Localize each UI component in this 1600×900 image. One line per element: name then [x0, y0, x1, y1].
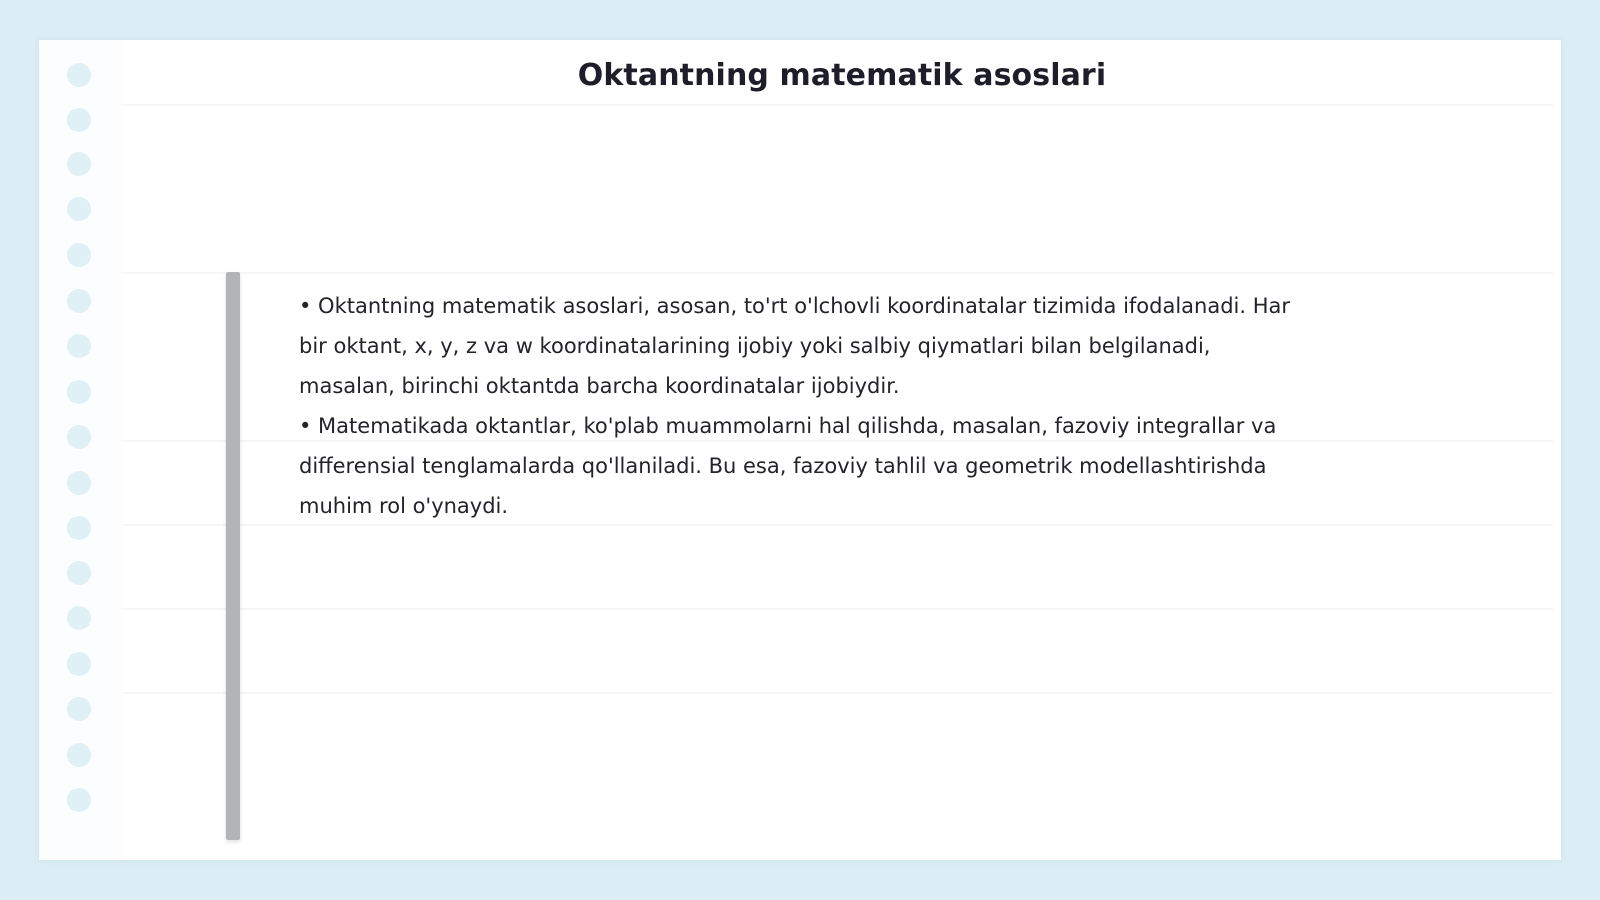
binder-hole [67, 289, 91, 313]
notebook-page [39, 40, 1561, 860]
binder-hole [67, 788, 91, 812]
binder-hole [67, 561, 91, 585]
binder-hole [67, 380, 91, 404]
binder-hole [67, 108, 91, 132]
bullet-paragraph: • Matematikada oktantlar, ko'plab muammolarni hal qilishda, masalan, fazoviy integrallar va differensial tenglamalarda qo'llaniladi. Bu esa, fazoviy tahlil va geometrik modellashtirishda muhim rol o'ynaydi. [299, 414, 1277, 518]
slide-title: Oktantning matematik asoslari [577, 58, 1107, 93]
binder-hole [67, 425, 91, 449]
binder-hole [67, 63, 91, 87]
binder-hole [67, 197, 91, 221]
accent-bar [226, 272, 240, 840]
binder-hole [67, 606, 91, 630]
binder-hole [67, 743, 91, 767]
bullet-paragraph: • Oktantning matematik asoslari, asosan, to'rt o'lchovli koordinatalar tizimida ifodalanadi. Har bir oktant, x, y, z va w koordinatalarining ijobiy yoki salbiy qiymatlari bilan belgilanadi, masalan, birinchi oktantda barcha koordinatalar ijobiydir. [299, 294, 1291, 398]
binder-hole [67, 334, 91, 358]
ruled-line [123, 272, 1553, 274]
binder-hole [67, 471, 91, 495]
binder-hole [67, 152, 91, 176]
slide-body [299, 286, 1309, 526]
ruled-line [123, 104, 1553, 106]
binder-hole [67, 516, 91, 540]
binder-hole [67, 243, 91, 267]
binder-hole [67, 697, 91, 721]
ruled-line [123, 608, 1553, 610]
ruled-line [123, 692, 1553, 694]
binder-hole [67, 652, 91, 676]
notebook-margin [39, 40, 122, 860]
